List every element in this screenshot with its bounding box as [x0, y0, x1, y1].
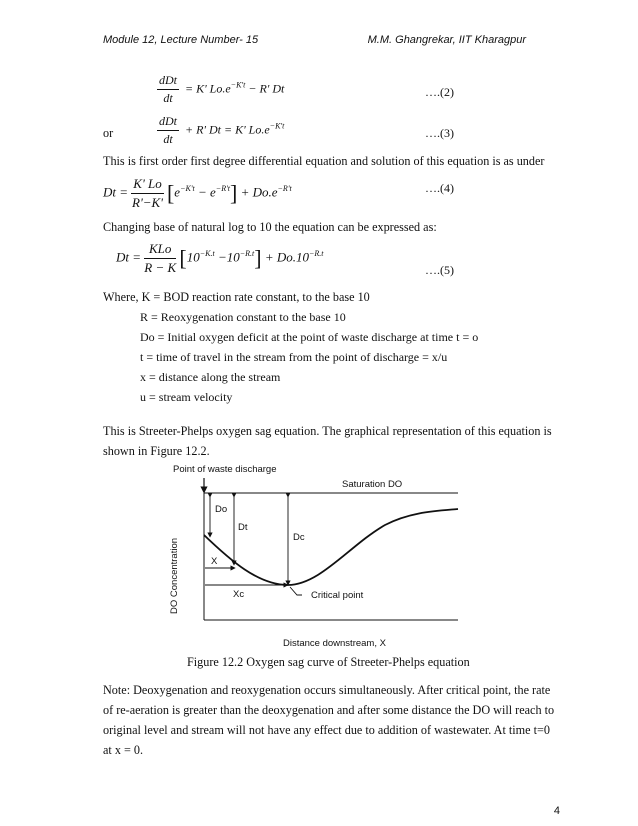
- figure-caption: Figure 12.2 Oxygen sag curve of Streeter-Phelps equation: [187, 655, 470, 669]
- def-r: R = Reoxygenation constant to the base 10: [140, 310, 346, 324]
- or-label: or: [103, 126, 114, 140]
- equation-5-number: ….(5): [425, 263, 454, 277]
- streeter-line-1: This is Streeter-Phelps oxygen sag equation. The graphical representation of this equation is: [103, 424, 552, 438]
- dt-label: Dt: [238, 522, 248, 533]
- note-line-1: Note: Deoxygenation and reoxygenation occurs simultaneously. After critical point, the rate: [103, 683, 551, 697]
- def-t: t = time of travel in the stream from the point of discharge = x/u: [140, 350, 448, 364]
- do-label: Do: [215, 504, 228, 515]
- note-line-3: original level and stream will not have any effect due to addition of wastewater. At time t=0: [103, 723, 550, 737]
- point-of-discharge-label: Point of waste discharge: [173, 464, 277, 475]
- critical-point-label: Critical point: [311, 590, 364, 601]
- note-line-4: at x = 0.: [103, 743, 144, 757]
- equation-4: Dt = $\frac{K' Lo}{R'-K'}$ $[e^{-K't} - e^{-R't}] + Do.e^{-R't}$: [103, 176, 292, 210]
- def-k: Where, K = BOD reaction rate constant, to the base 10: [103, 290, 370, 304]
- x-axis-label: Distance downstream, X: [283, 638, 386, 649]
- equation-2: $\frac{\text{dDt}}{dt}$ = K' $Lo.e^{-K't} - R'$ Dt: [159, 73, 285, 105]
- note-line-2: of re-aeration is greater than the deoxygenation and after some distance the DO will reach to: [103, 703, 555, 717]
- def-x: x = distance along the stream: [140, 370, 281, 384]
- x-label: X: [211, 556, 218, 567]
- streeter-line-2: shown in Figure 12.2.: [103, 444, 210, 458]
- y-axis-label: DO Concentration: [169, 537, 180, 614]
- page-number: 4: [553, 805, 560, 817]
- base-change-line: Changing base of natural log to 10 the equation can be expressed as:: [103, 220, 437, 234]
- critical-point-pointer: [290, 587, 302, 595]
- equation-3-number: ….(3): [425, 126, 454, 140]
- def-do: Do = Initial oxygen deficit at the point of waste discharge at time t = o: [140, 330, 479, 344]
- equation-5: Dt = $\frac{\text{KLo}}{R - K}$ $[10^{-K.t} -10^{-R.t}] + Do.10^{-R.t}$: [116, 241, 324, 275]
- equation-2-number: ….(2): [425, 85, 454, 99]
- sag-curve: [204, 509, 458, 585]
- xc-label: Xc: [233, 589, 245, 600]
- dc-label: Dc: [293, 532, 305, 543]
- saturation-label: Saturation DO: [342, 479, 403, 490]
- header-author: M.M. Ghangrekar, IIT Kharagpur: [367, 34, 526, 46]
- equation-3: $\frac{\text{dDt}}{dt}$ + R' Dt = K' $Lo.e^{-K't}$: [159, 114, 285, 146]
- equation-4-number: ….(4): [425, 181, 454, 195]
- header-module: Module 12, Lecture Number- 15: [103, 34, 259, 46]
- intro-line: This is first order first degree differential equation and solution of this equation is as under: [103, 154, 545, 168]
- def-u: u = stream velocity: [140, 390, 233, 404]
